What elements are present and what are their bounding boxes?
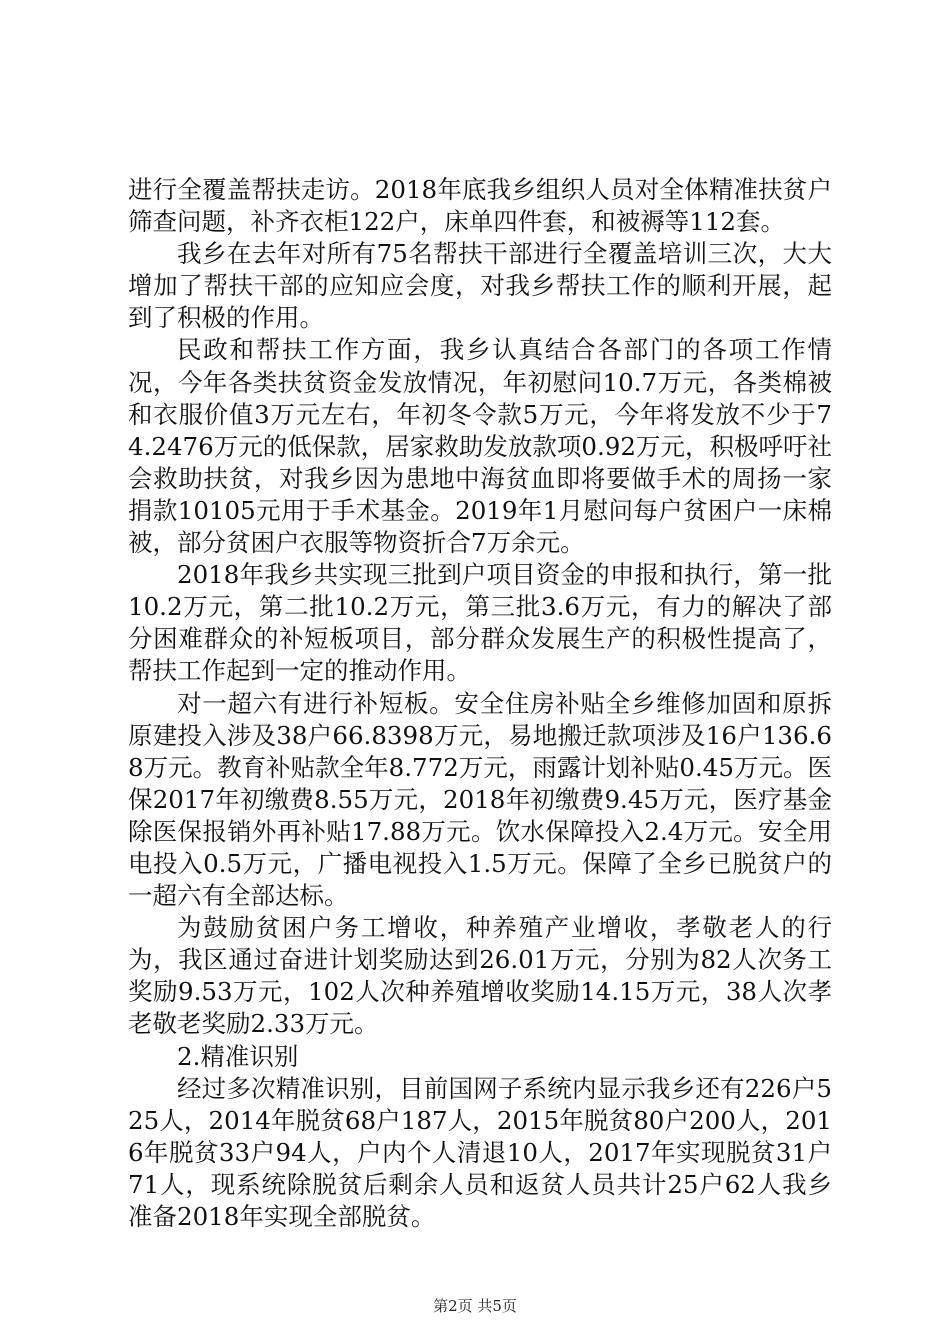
- section-heading: 2.精准识别: [177, 1041, 299, 1071]
- paragraph-2: 我乡在去年对所有75名帮扶干部进行全覆盖培训三次，大大增加了帮扶干部的应知应会度，对我乡帮扶工作的顺利开展，起到了积极的作用。: [128, 239, 832, 333]
- page-footer: 第2页 共5页: [433, 1297, 517, 1315]
- paragraph-5: 对一超六有进行补短板。安全住房补贴全乡维修加固和原拆原建投入涉及38户66.8398万元，易地搬迁款项涉及16户136.68万元。教育补贴款全年8.772万元，雨露计划补贴0.45万元。医保2017年初缴费8.55万元，2018年初缴费9.45万元，医疗基金除医保报销外再补贴17.88万元。饮水保障投入2.4万元。安全用电投入0.5万元，广播电视投入1.5万元。保障了全乡已脱贫户的一超六有全部达标。: [128, 688, 832, 911]
- paragraph-6: 为鼓励贫困户务工增收，种养殖产业增收，孝敬老人的行为，我区通过奋进计划奖励达到26.01万元，分别为82人次务工奖励9.53万元，102人次种养殖增收奖励14.15万元，38人次孝老敬老奖励2.33万元。: [128, 913, 832, 1039]
- paragraph-1: 进行全覆盖帮扶走访。2018年底我乡组织人员对全体精准扶贫户筛查问题，补齐衣柜122户，床单四件套，和被褥等112套。: [128, 175, 832, 237]
- paragraph-4: 2018年我乡共实现三批到户项目资金的申报和执行，第一批10.2万元，第二批10.2万元，第三批3.6万元，有力的解决了部分困难群众的补短板项目，部分群众发展生产的积极性提高了，帮扶工作起到一定的推动作用。: [128, 560, 832, 686]
- paragraph-3: 民政和帮扶工作方面，我乡认真结合各部门的各项工作情况，今年各类扶贫资金发放情况，年初慰问10.7万元，各类棉被和衣服价值3万元左右，年初冬令款5万元，今年将发放不少于74.2476万元的低保款，居家救助发放款项0.92万元，积极呼吁社会救助扶贫，对我乡因为患地中海贫血即将要做手术的周扬一家捐款10105元用于手术基金。2019年1月慰问每户贫困户一床棉被，部分贫困户衣服等物资折合7万余元。: [128, 335, 832, 558]
- document-body: [128, 174, 832, 1233]
- paragraph-7: 经过多次精准识别，目前国网子系统内显示我乡还有226户525人，2014年脱贫68户187人，2015年脱贫80户200人，2016年脱贫33户94人，户内个人清退10人，2017年实现脱贫31户71人，现系统除脱贫后剩余人员和返贫人员共计25户62人我乡准备2018年实现全部脱贫。: [128, 1073, 832, 1231]
